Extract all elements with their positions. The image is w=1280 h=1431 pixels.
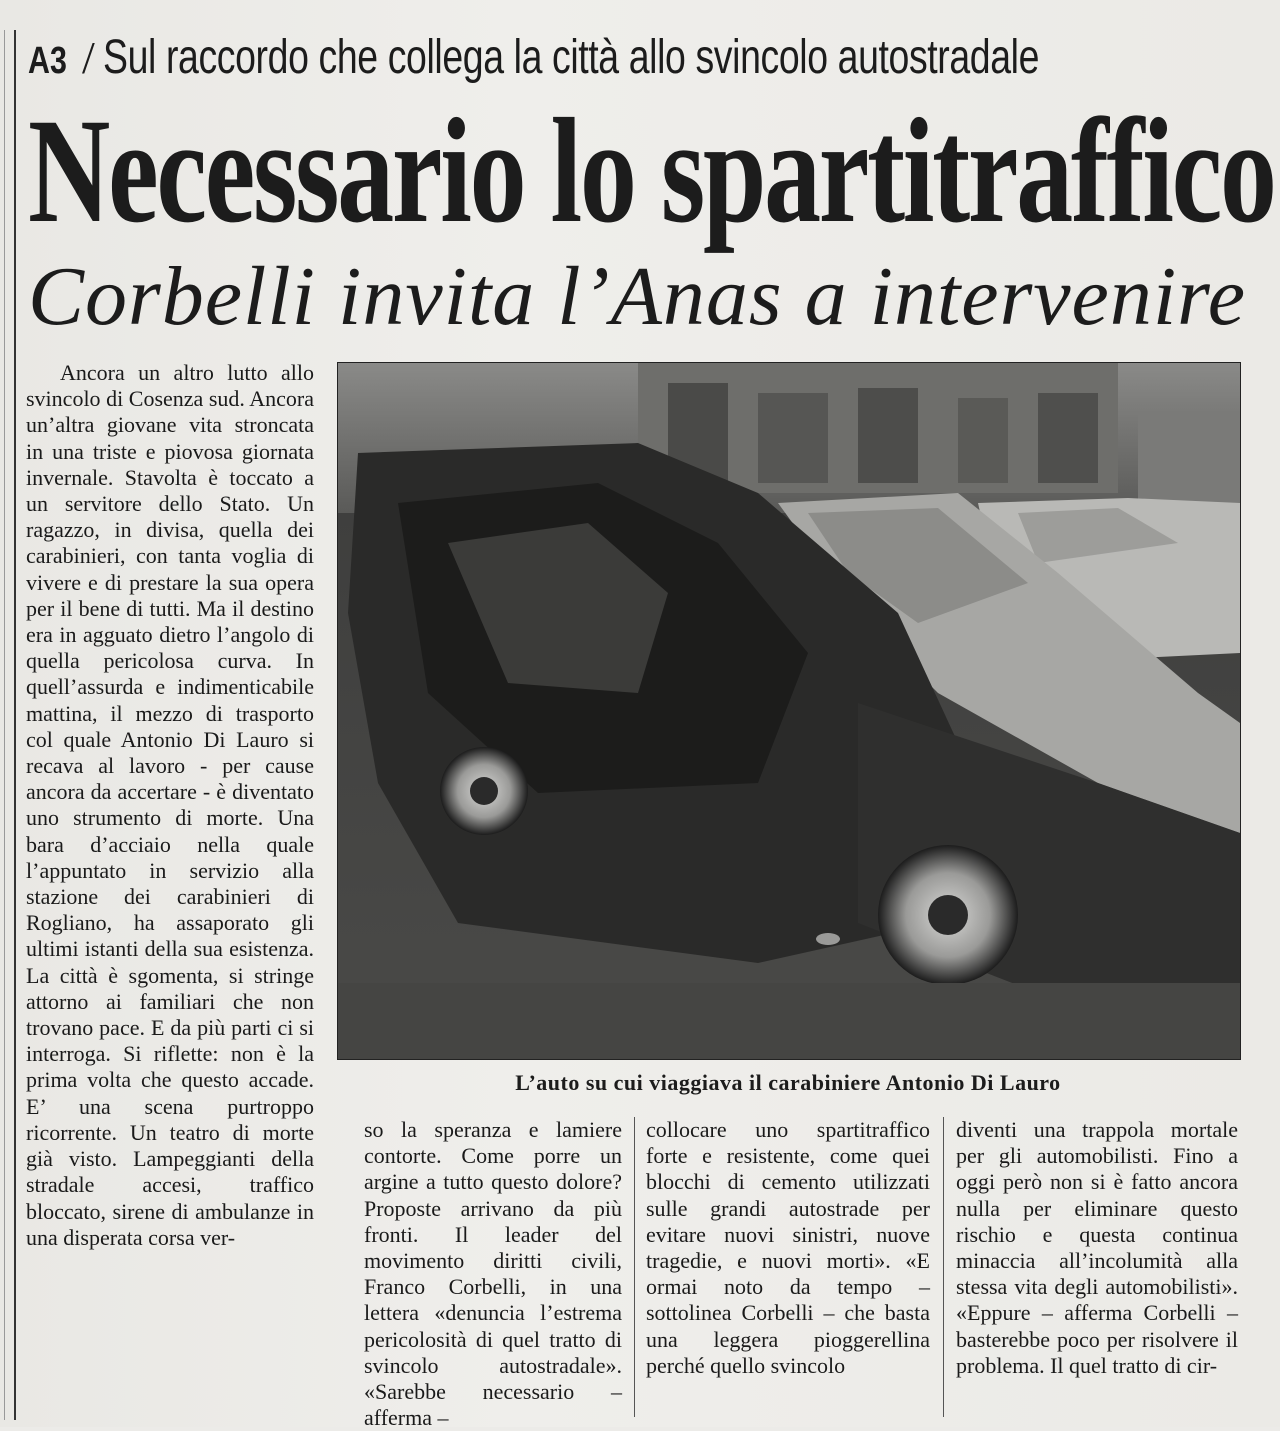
kicker-text: Sul raccordo che collega la città allo svincolo autostradale [102, 31, 1039, 84]
article-column-4: diventi una trappola mortale per gli automobilisti. Fino a oggi però non si è fatto ancora nulla per eliminare questo rischio e questa continua minaccia all’incolumità alla stessa vita degli automobilisti». «Eppure – afferma Corbelli – basterebbe poco per risolvere il problema. Il quel tratto di cir- [956, 1117, 1238, 1378]
kicker-line [28, 30, 1248, 86]
article-column-1: Ancora un altro lutto allo svincolo di Cosenza sud. Ancora un’altra giovane vita stroncata in una triste e piovosa giornata invernale. Stavolta è toccato a un servitore dello Stato. Un ragazzo, in divisa, quella dei carabinieri, con tanta voglia di vivere e di prestare la sua opera per il bene di tutti. Ma il destino era in agguato dietro l’angolo di quella pericolosa curva. In quell’assurda e indimenticabile mattina, il mezzo di trasporto col quale Antonio Di Lauro si recava al lavoro - per cause ancora da accertare - è diventato uno strumento di morte. Una bara d’acciaio nella quale l’appuntato in servizio alla stazione dei carabinieri di Rogliano, ha assaporato gli ultimi istanti della sua esistenza. La città è sgomenta, si stringe attorno ai familiari che non trovano pace. E da più parti ci si interroga. Si riflette: non è la prima volta che questo accade. E’ una scena purtroppo ricorrente. Un teatro di morte già visto. Lampeggianti della stradale accesi, traffico bloccato, sirene di ambulanze in una disperata corsa ver- [26, 360, 314, 1250]
subheadline: Corbelli invita l’Anas a intervenire [28, 250, 1247, 343]
column-rule [634, 1117, 635, 1417]
wrecked-car-photo [338, 363, 1240, 1059]
article-column-3: collocare uno spartitraffico forte e resistente, come quei blocchi di cemento utilizzati sulle grandi autostrade per evitare nuovi sinistri, nuove tragedie, e nuovi morti». «E ormai noto da tempo – sottolinea Corbelli – che basta una leggera pioggerellina perché quello svincolo [646, 1117, 930, 1378]
headline: Necessario lo spartitraffico [28, 88, 1275, 254]
column-rule [943, 1117, 944, 1417]
article-column-2: so la speranza e lamiere contorte. Come porre un argine a tutto questo dolore? Proposte arrivano da più fronti. Il leader del movimento diritti civili, Franco Corbelli, in una lettera «denuncia l’estrema pericolosità di quel tratto di svincolo autostradale». «Sarebbe necessario – afferma – [364, 1117, 622, 1431]
page-edge-rule [4, 30, 5, 1420]
photo-caption: L’auto su cui viaggiava il carabiniere Antonio Di Lauro [515, 1070, 1061, 1095]
news-photo [337, 362, 1241, 1060]
kicker-separator: / [82, 32, 95, 83]
section-tag: A3 [28, 40, 67, 82]
column-rule-left [14, 30, 16, 1420]
